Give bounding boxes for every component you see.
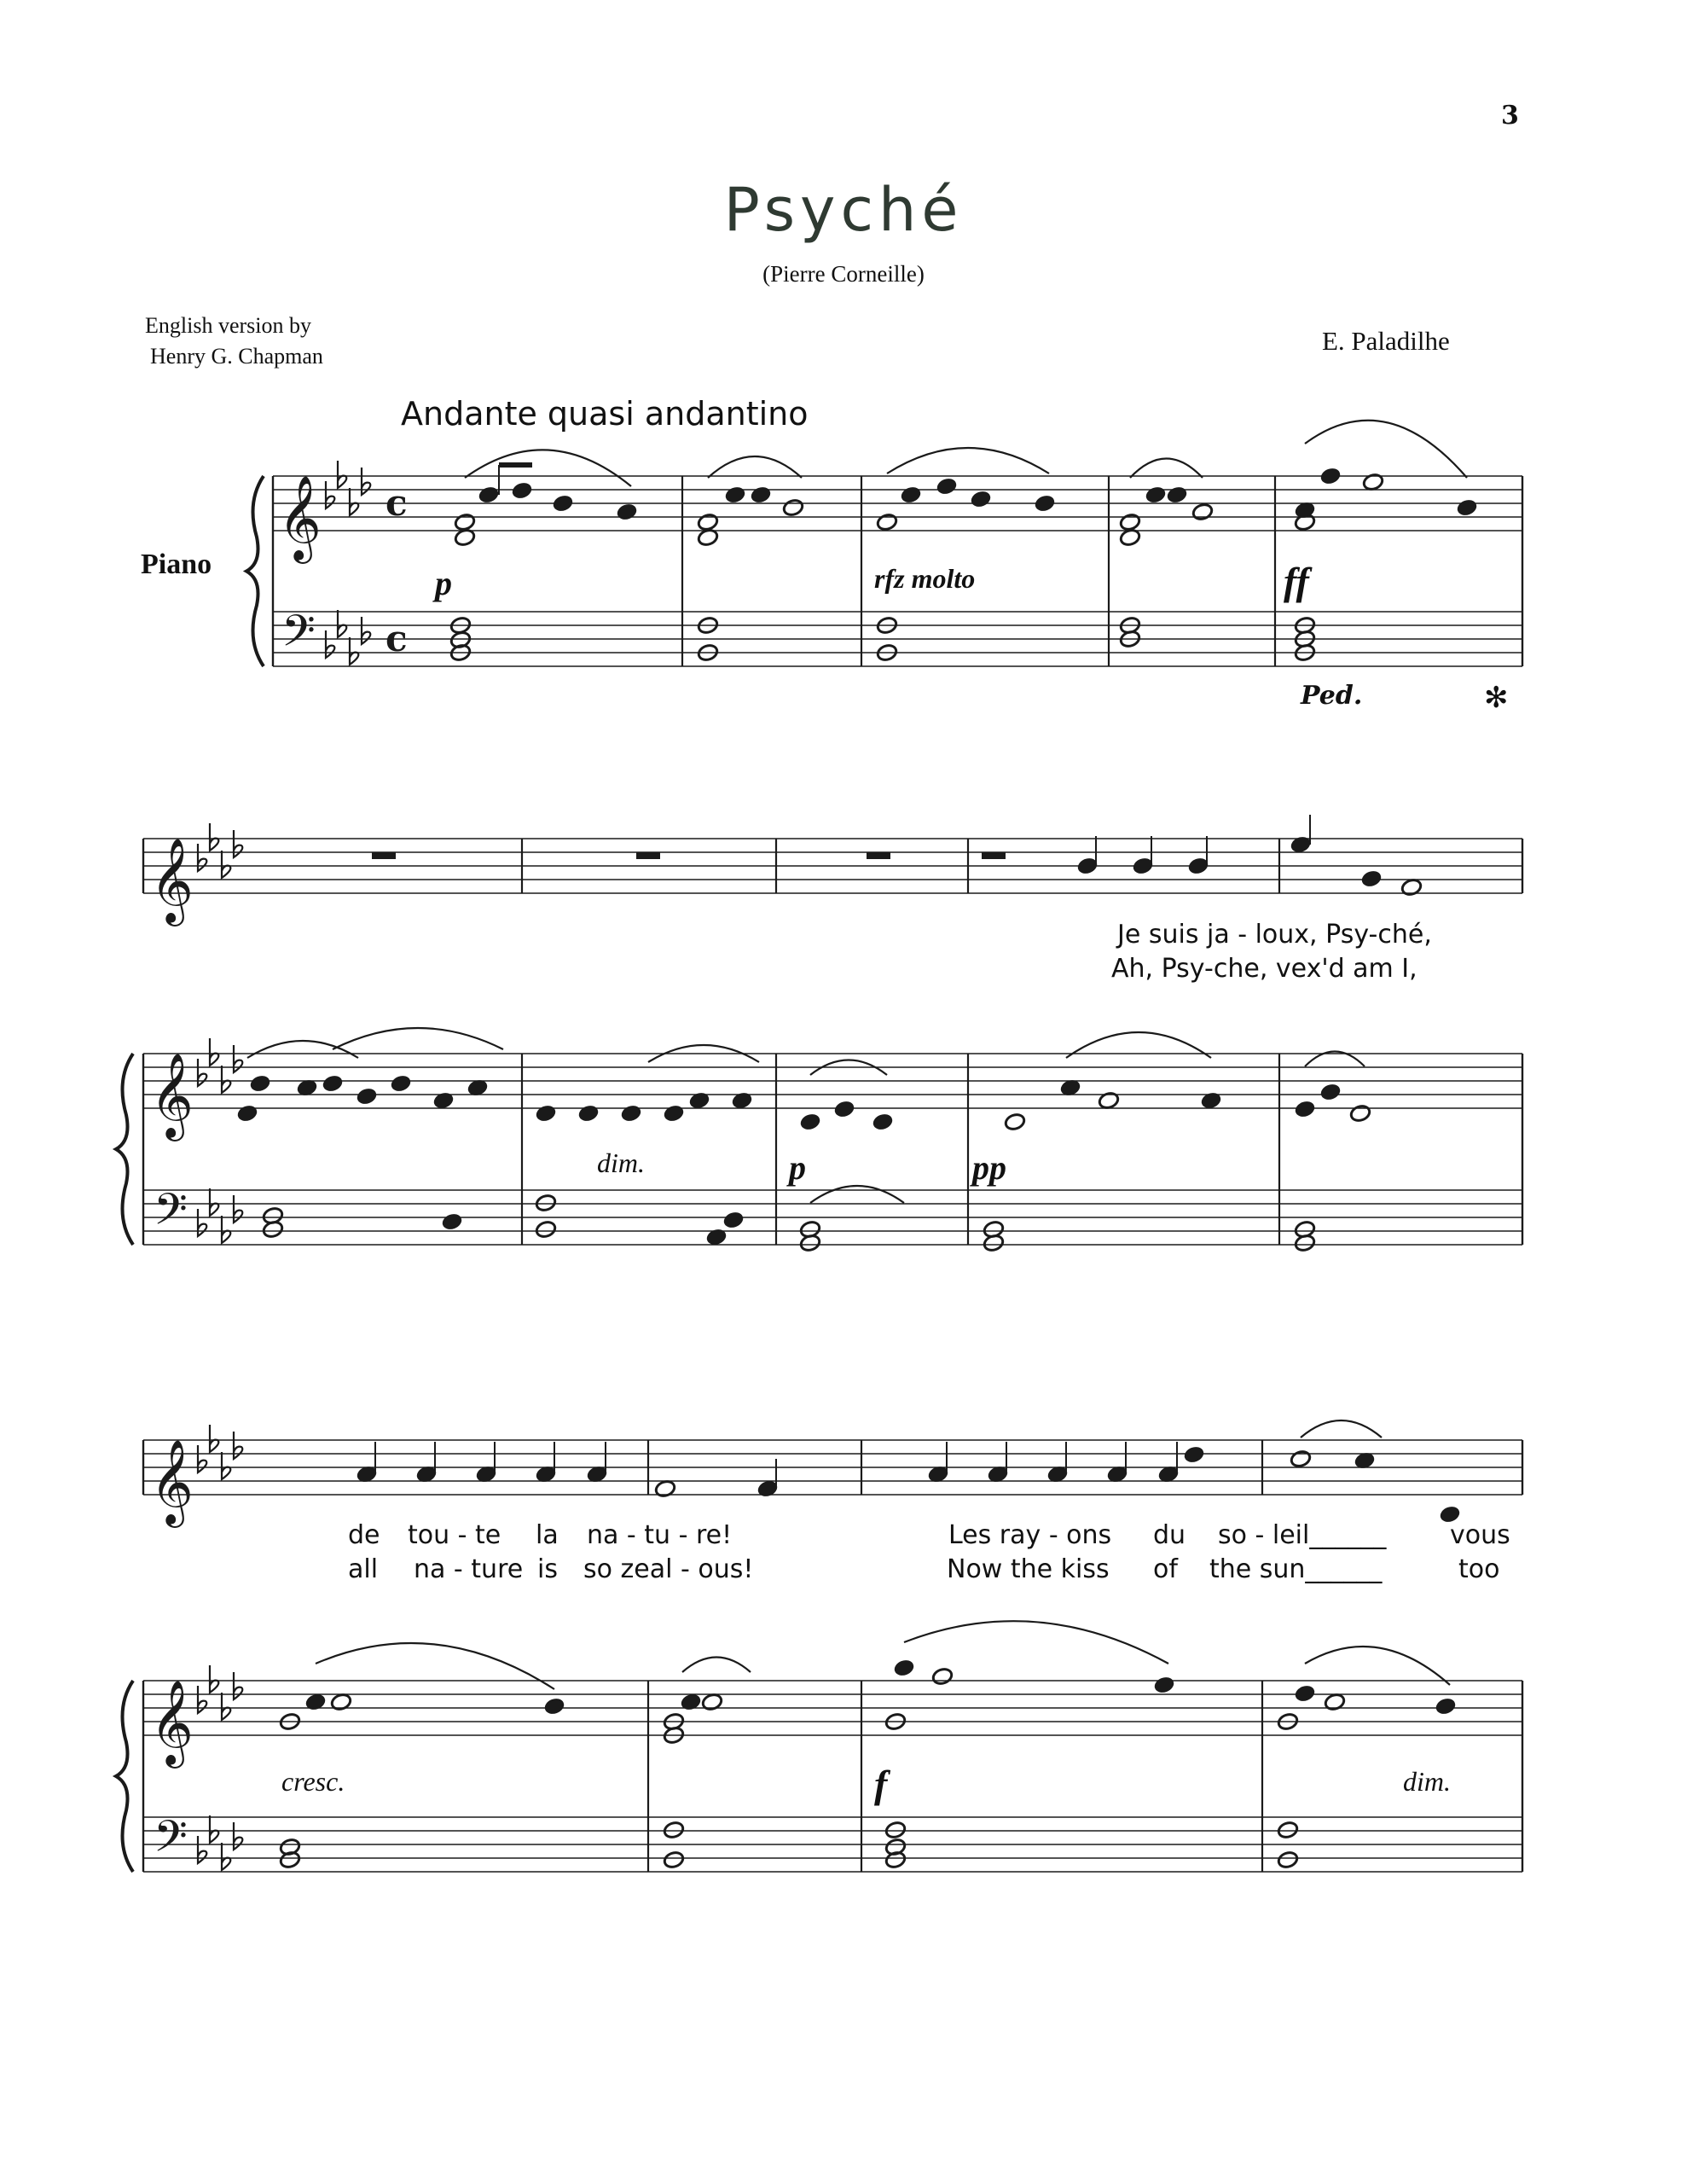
flat-sign — [222, 1066, 230, 1093]
whole-note — [884, 1821, 907, 1840]
lyric-syllable: the sun______ — [1209, 1554, 1383, 1584]
whole-note — [1290, 1449, 1312, 1469]
lyric-syllable: tou - te — [408, 1520, 501, 1550]
whole-rest-icon — [636, 852, 660, 859]
flat-sign — [234, 1822, 242, 1850]
quarter-note — [1360, 869, 1383, 889]
flat-sign — [210, 1815, 218, 1843]
quarter-note — [1439, 1505, 1461, 1525]
song-title: Psyché — [723, 175, 964, 245]
quarter-note — [1319, 467, 1342, 486]
flat-sign — [198, 1836, 206, 1863]
brace-icon — [116, 1054, 133, 1245]
pedal-up: ✻ — [1484, 681, 1509, 715]
quarter-note — [432, 1091, 455, 1111]
whole-note — [876, 513, 898, 532]
instrument-label: Piano — [141, 549, 212, 580]
treble-clef-icon: 𝄞 — [150, 838, 194, 923]
dynamic-p: p — [789, 1148, 806, 1187]
quarter-note — [552, 494, 574, 514]
quarter-note — [688, 1091, 710, 1111]
translator-line-1: English version by — [145, 313, 311, 338]
flat-sign — [234, 1195, 242, 1223]
flat-sign — [198, 1209, 206, 1236]
whole-note — [697, 513, 719, 532]
quarter-note — [799, 1112, 821, 1132]
whole-note — [1400, 878, 1423, 897]
common-time-icon: c — [386, 482, 408, 524]
lyric-syllable: du — [1153, 1520, 1186, 1550]
dynamic-rfz-molto: rfz molto — [874, 563, 976, 594]
quarter-note — [663, 1104, 685, 1124]
whole-note — [535, 1194, 557, 1213]
quarter-note — [356, 1087, 378, 1107]
bass-clef-icon: 𝄢 — [154, 1810, 188, 1873]
flat-sign — [210, 1188, 218, 1216]
whole-note — [262, 1220, 284, 1240]
lyric-syllable: so - leil______ — [1218, 1520, 1387, 1550]
quarter-note — [511, 481, 533, 501]
whole-note — [1004, 1112, 1026, 1132]
translator-line-2: Henry G. Chapman — [150, 344, 323, 369]
whole-note — [535, 1220, 557, 1240]
quarter-note — [970, 490, 992, 509]
whole-note — [931, 1667, 954, 1687]
quarter-note — [1319, 1083, 1342, 1102]
whole-rest-icon — [867, 852, 890, 859]
whole-note — [701, 1693, 723, 1712]
slur — [682, 1658, 751, 1673]
quarter-note — [750, 485, 772, 505]
quarter-note — [1294, 1100, 1316, 1119]
flat-sign — [350, 637, 358, 665]
flat-sign — [210, 1425, 218, 1452]
lyric-syllable: of — [1153, 1554, 1178, 1584]
quarter-note — [680, 1693, 702, 1712]
lyric-syllable: na - tu - re! — [587, 1520, 733, 1550]
dynamic-dim: dim. — [1403, 1766, 1451, 1797]
quarter-note — [705, 1228, 728, 1247]
quarter-note — [872, 1112, 894, 1132]
lyric-syllable: de — [348, 1520, 380, 1550]
slur — [887, 448, 1049, 473]
lyric-syllable: so zeal - ous! — [583, 1554, 754, 1584]
whole-note — [1324, 1693, 1346, 1712]
quarter-note — [1200, 1091, 1222, 1111]
whole-note — [663, 1821, 685, 1840]
lyric-syllable: all — [348, 1554, 379, 1584]
flat-sign — [326, 481, 334, 508]
quarter-note — [724, 485, 746, 505]
quarter-note — [1183, 1445, 1205, 1465]
dynamic-f: f — [874, 1763, 888, 1806]
flat-sign — [338, 461, 346, 488]
whole-note — [1277, 1821, 1299, 1840]
bass-clef-icon: 𝄢 — [154, 1183, 188, 1246]
lyric-syllable: la — [536, 1520, 559, 1550]
lyric-syllable: too — [1458, 1554, 1500, 1584]
lyrics-verse-2: Ah, Psy-che, vex'd am I, — [1111, 954, 1417, 984]
quarter-note — [543, 1697, 565, 1716]
quarter-note — [833, 1100, 855, 1119]
quarter-note — [616, 502, 638, 522]
slur — [465, 450, 631, 486]
quarter-note — [1166, 485, 1188, 505]
quarter-note — [722, 1211, 745, 1230]
dynamic-dim: dim. — [597, 1147, 645, 1178]
slur — [247, 1041, 358, 1058]
whole-note — [782, 498, 804, 518]
whole-note — [1098, 1091, 1120, 1111]
whole-note — [654, 1479, 676, 1499]
quarter-note — [236, 1104, 258, 1124]
quarter-note — [893, 1658, 915, 1678]
flat-sign — [222, 851, 230, 878]
whole-note — [1362, 473, 1384, 492]
brace-icon — [116, 1681, 133, 1872]
quarter-note — [1456, 498, 1478, 518]
page-number: 3 — [1501, 101, 1519, 131]
lyric-syllable: Les ray - ons — [948, 1520, 1112, 1550]
common-time-icon: c — [386, 618, 408, 659]
whole-rest-icon — [372, 852, 396, 859]
whole-note — [330, 1693, 352, 1712]
composer-credit: E. Paladilhe — [1322, 326, 1450, 356]
treble-clef-icon: 𝄞 — [150, 1439, 194, 1525]
whole-note — [983, 1234, 1005, 1253]
slur — [708, 456, 802, 478]
flat-sign — [222, 1216, 230, 1243]
poet-credit: (Pierre Corneille) — [762, 261, 925, 287]
lyrics-verse-1: Je suis ja - loux, Psy-ché, — [1117, 920, 1432, 950]
flat-sign — [198, 1686, 206, 1713]
treble-clef-icon: 𝄞 — [278, 475, 322, 561]
quarter-note — [936, 477, 958, 497]
flat-sign — [222, 1452, 230, 1479]
quarter-note — [1294, 1684, 1316, 1704]
tempo-marking: Andante quasi andantino — [401, 395, 809, 433]
quarter-note — [1435, 1697, 1457, 1716]
flat-sign — [338, 610, 346, 637]
slur — [904, 1621, 1168, 1664]
flat-sign — [222, 1693, 230, 1720]
flat-sign — [210, 1665, 218, 1693]
lyric-syllable: vous — [1450, 1520, 1510, 1550]
flat-sign — [362, 617, 370, 644]
slur — [333, 1028, 503, 1049]
quarter-note — [535, 1104, 557, 1124]
flat-sign — [198, 1445, 206, 1472]
lyric-syllable: Now the kiss — [947, 1554, 1110, 1584]
quarter-note — [478, 485, 500, 505]
quarter-note — [620, 1104, 642, 1124]
quarter-note — [1034, 494, 1056, 514]
dynamic-ff: ff — [1284, 560, 1309, 603]
flat-sign — [210, 1038, 218, 1066]
quarter-note — [322, 1074, 344, 1094]
quarter-note — [900, 485, 922, 505]
whole-note — [799, 1234, 821, 1253]
dynamic-pp: pp — [972, 1148, 1006, 1187]
flat-sign — [210, 823, 218, 851]
quarter-note — [441, 1212, 463, 1232]
whole-note — [1119, 513, 1141, 532]
whole-note — [663, 1850, 685, 1870]
treble-clef-icon: 𝄞 — [150, 1680, 194, 1765]
slur — [1130, 459, 1203, 479]
slur — [810, 1186, 904, 1203]
whole-note — [1294, 1234, 1316, 1253]
flat-sign — [234, 830, 242, 857]
slur — [316, 1643, 554, 1689]
flat-sign — [234, 1432, 242, 1459]
quarter-note — [249, 1074, 271, 1094]
lyric-syllable: is — [537, 1554, 558, 1584]
quarter-note — [1145, 485, 1167, 505]
whole-note — [1349, 1104, 1371, 1124]
dynamic-cresc: cresc. — [281, 1766, 345, 1797]
whole-note — [1277, 1850, 1299, 1870]
pedal-down: Ped. — [1301, 681, 1363, 711]
flat-sign — [198, 844, 206, 871]
quarter-note — [390, 1074, 412, 1094]
whole-note — [1191, 502, 1214, 522]
flat-sign — [234, 1672, 242, 1699]
flat-sign — [362, 468, 370, 495]
flat-sign — [234, 1045, 242, 1072]
whole-note — [454, 513, 476, 532]
slur — [1301, 1420, 1382, 1438]
bass-clef-icon: 𝄢 — [281, 605, 316, 667]
treble-clef-icon: 𝄞 — [150, 1053, 194, 1138]
slur — [1305, 1647, 1450, 1685]
quarter-note — [1290, 835, 1312, 855]
whole-rest-icon — [982, 852, 1006, 859]
quarter-note — [731, 1091, 753, 1111]
lyric-syllable: na - ture — [414, 1554, 524, 1584]
dynamic-p: p — [435, 564, 452, 602]
brace-icon — [246, 476, 264, 666]
flat-sign — [350, 488, 358, 515]
quarter-note — [304, 1693, 327, 1712]
flat-sign — [326, 630, 334, 658]
quarter-note — [1153, 1676, 1175, 1695]
quarter-note — [577, 1104, 600, 1124]
flat-sign — [198, 1059, 206, 1086]
flat-sign — [222, 1843, 230, 1870]
